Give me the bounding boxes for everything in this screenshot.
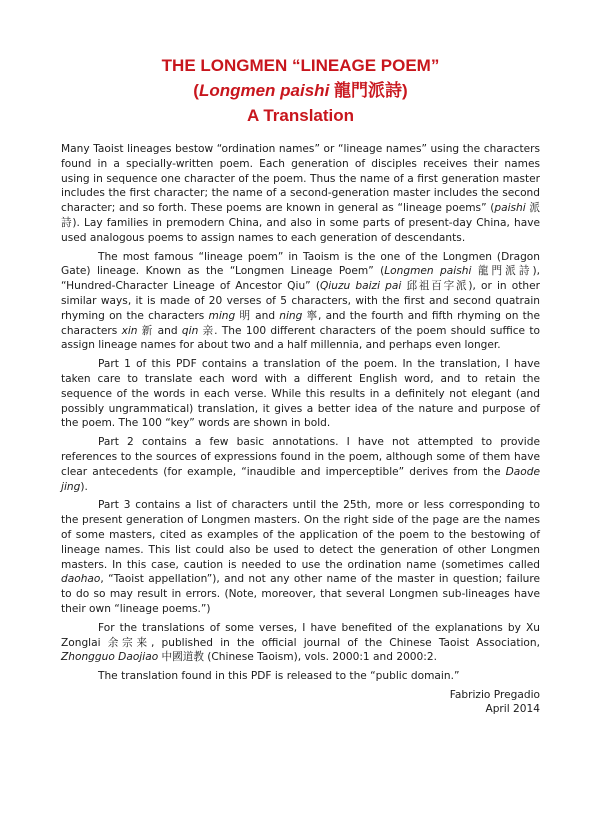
italic-term: ming [208,309,236,322]
paragraph-text: , “Taoist appellation”), and not any other name of the master in question; failure to do so may result in errors. (Note, moreover, that several Longmen sub-lineages have their own “lineage poems.”) [61,573,540,615]
page-heading-translation: A Translation [246,106,355,125]
italic-term: paishi [494,202,526,215]
page-subtitle [61,79,540,103]
paragraph-text: The most famous “lineage poem” in Taoism is the one of the Longmen (Dragon Gate) lineage. Known as the “Longmen Lineage Poem” ( [61,250,540,278]
italic-term: Longmen paishi [384,265,472,278]
subtitle-open-paren: ( [193,81,199,100]
document-page [0,54,600,830]
paragraph-text: 邱祖百字派), or in other similar ways, it is made of 20 verses of 5 characters, with the first and second quatrain rhyming on the characters [61,280,540,322]
italic-term: xin [121,324,138,337]
subtitle-romanized: Longmen paishi [198,81,330,100]
paragraph-text: 派詩). Lay families in premodern China, and also in some parts of present-day China, have used analogous poems to assign names to each generation of descendants. [61,202,540,244]
italic-term: qin [181,324,199,337]
paragraph-text: 寧, and the fourth and fifth rhyming on the characters [61,309,541,337]
paragraph-5 [61,498,540,616]
italic-term: Zhongguo Daojiao [61,651,159,664]
italic-term: Daode jing [61,465,540,493]
signature-author: Fabrizio Pregadio [449,688,540,701]
paragraph-3: Part 1 of this PDF contains a translation of the poem. In the translation, I have taken care to translate each word with a different English word, and to retain the sequence of the words in each verse. While this results in a definitely not elegant (and possibly ungrammatical) translation, it gives a better idea of the nature and purpose of the poem. The 100 “key” words are shown in bold. [61,358,540,430]
signature-date: April 2014 [485,702,540,715]
paragraph-4 [61,435,540,494]
italic-term: daohao [61,573,101,586]
subtitle-close-paren: ) [402,81,408,100]
italic-term: Qiuzu baizi pai [319,280,402,293]
paragraph-text: 明 and [235,309,280,322]
paragraph-text: 中國道教 (Chinese Taoism), vols. 2000:1 and 2000:2. [158,651,437,664]
page-title: THE LONGMEN “LINEAGE POEM” [161,56,440,75]
subtitle-chinese: 龍門派詩 [334,81,403,100]
paragraph-text: For the translations of some verses, I have benefited of the explanations by Xu Zonglai 余宗来, published in the official journal of the Chinese Taoist Association, [61,621,540,649]
paragraph-text: 亲. The 100 different characters of the poem should suffice to assign lineage names for about two and a half millennia, and perhaps even longer. [61,324,540,352]
paragraph-text: Part 3 contains a list of characters until the 25th, more or less corresponding to the present generation of Longmen masters. On the right side of the page are the names of some masters, cited as examples of the application of the poem to the bestowing of lineage names. This list could also be used to detect the generation of other Longmen masters. In this case, caution is needed to use the ordination name (sometimes called [61,499,540,571]
paragraph-text: ). [80,480,88,493]
paragraph-6 [61,621,540,665]
paragraph-2 [61,250,540,354]
paragraph-text: Many Taoist lineages bestow “ordination names” or “lineage names” using the characters found in a specially-written poem. Each generation of disciples receives their names using in sequence one character of the poem. Thus the name of a first generation master includes the first character; the name of a second-generation master includes the second character; and so forth. These poems are known in general as “lineage poems” ( [61,143,540,215]
paragraph-1 [61,142,540,246]
paragraph-text: 新 and [137,324,182,337]
document-body [61,142,540,716]
signature-block [61,688,540,716]
title-block [61,54,540,128]
italic-term: ning [279,309,303,322]
paragraph-7: The translation found in this PDF is released to the “public domain.” [98,670,460,683]
paragraph-text: 龍門派詩), “Hundred-Character Lineage of Ancestor Qiu” ( [61,265,540,293]
paragraph-text: Part 2 contains a few basic annotations. I have not attempted to provide references to the sources of expressions found in the poem, although some of them have clear antecedents (for example, “inaudible and imperceptible” derives from the [61,436,540,478]
